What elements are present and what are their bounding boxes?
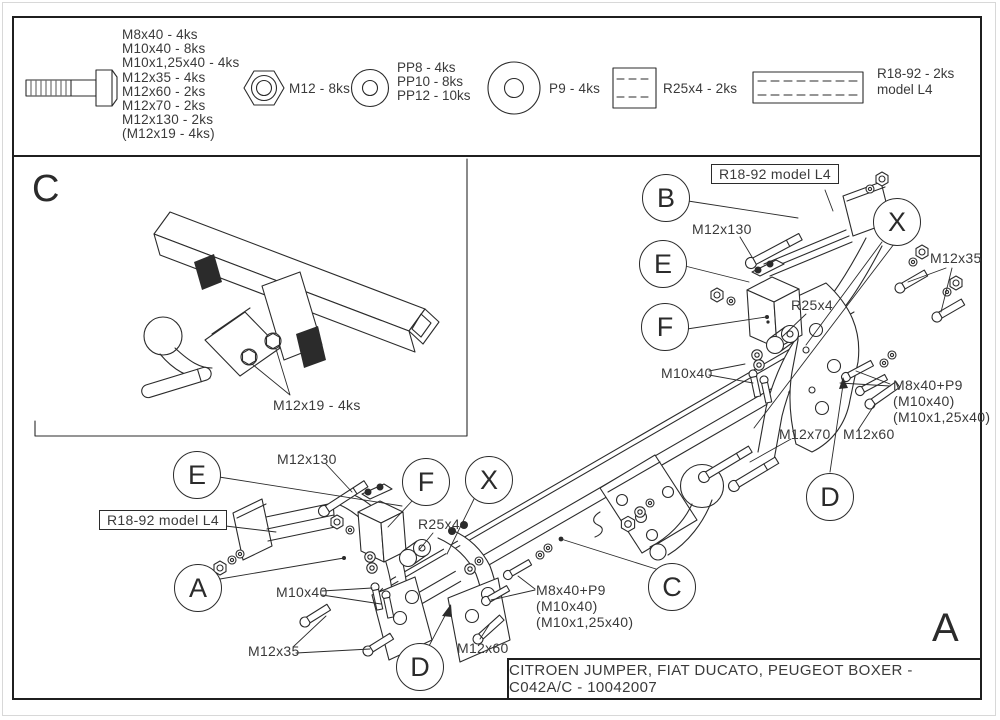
part-label-m8x40-mid-3: (M10x1,25x40) — [536, 614, 634, 630]
legend-line: M10x40 - 8ks — [122, 41, 206, 57]
callout-f-left: F — [402, 458, 450, 506]
legend-nut-label: M12 - 8ks — [289, 81, 351, 96]
title-block-text: CITROEN JUMPER, FIAT DUCATO, PEUGEOT BOXER - C042A/C - 10042007 — [509, 662, 913, 696]
callout-d-right: D — [806, 473, 854, 521]
legend-spacer-short-icon — [613, 68, 656, 108]
left-mount-assembly — [214, 484, 552, 663]
boxed-label-r18-92-right: R18-92 model L4 — [711, 164, 839, 184]
legend-washer-large-icon — [488, 62, 540, 114]
callout-a: A — [174, 564, 222, 612]
part-label-r25x4-left: R25x4 — [418, 516, 460, 532]
inset-hex-bolt — [241, 349, 257, 365]
callout-d-left: D — [396, 643, 444, 691]
callout-f-right: F — [641, 303, 689, 351]
safety-hook — [594, 512, 603, 537]
legend-line: (M12x19 - 4ks) — [122, 126, 215, 142]
callout-c: C — [648, 563, 696, 611]
callout-e-left: E — [173, 451, 221, 499]
legend-line: M10x1,25x40 - 4ks — [122, 55, 240, 71]
legend-line: M12x35 - 4ks — [122, 69, 206, 85]
callout-x-left: X — [465, 456, 513, 504]
part-label-m8x40-right-3: (M10x1,25x40) — [893, 409, 991, 425]
legend-line: PP12 - 10ks — [397, 88, 471, 104]
part-label-m10x40-left: M10x40 — [276, 584, 328, 600]
part-label-m12x70: M12x70 — [779, 426, 831, 442]
part-label-m12x35-right: M12x35 — [930, 250, 982, 266]
part-label-m12x60-right: M12x60 — [843, 426, 895, 442]
legend-line: PP8 - 4ks — [397, 60, 456, 75]
legend-spacer-long-label — [877, 66, 954, 97]
legend-line: M12x130 - 2ks — [122, 112, 214, 128]
legend-washer-small-icon — [352, 70, 389, 107]
part-label-m8x40-mid-2: (M10x40) — [536, 598, 598, 614]
legend-hex-bolt-icon — [26, 70, 117, 106]
main-cross-beam — [378, 312, 854, 621]
legend-spacer-long-icon — [753, 72, 863, 103]
part-label-m12x130-right: M12x130 — [692, 221, 752, 237]
title-block — [507, 658, 982, 700]
tow-ball-assembly — [594, 455, 724, 560]
sheet-corner-letter: A — [932, 606, 959, 650]
callout-x-right: X — [873, 198, 921, 246]
legend-hex-nut-icon — [244, 71, 284, 105]
inset-box-frame — [35, 159, 467, 436]
part-label-r25x4-right: R25x4 — [791, 297, 833, 313]
inset-section-letter: C — [32, 168, 60, 210]
part-label-m12x130-left: M12x130 — [277, 451, 337, 467]
part-label-m10x40-right: M10x40 — [661, 365, 713, 381]
legend-spacer-short-label: R25x4 - 2ks — [663, 81, 738, 96]
inset-drawing-ball-hitch — [140, 212, 439, 399]
part-label-m8x40-mid-1: M8x40+P9 — [536, 582, 606, 598]
inset-hex-bolt — [265, 333, 281, 349]
part-label-m8x40-right-2: (M10x40) — [893, 393, 955, 409]
legend-washer-small-sizes — [397, 61, 471, 104]
legend-line: model L4 — [877, 81, 933, 97]
legend-line: M12x60 - 2ks — [122, 83, 206, 99]
legend-bolt-sizes — [122, 28, 239, 142]
legend-line: R18-92 - 2ks — [877, 66, 955, 81]
legend-line: M8x40 - 4ks — [122, 27, 198, 42]
part-label-m12x19-inset: M12x19 - 4ks — [273, 397, 361, 413]
boxed-label-r18-92-left: R18-92 model L4 — [99, 510, 227, 530]
arrowhead — [442, 604, 452, 617]
part-label-m12x35-left: M12x35 — [248, 643, 300, 659]
legend-line: PP10 - 8ks — [397, 74, 464, 90]
part-label-m8x40-right-1: M8x40+P9 — [893, 377, 963, 393]
legend-washer-large-label: P9 - 4ks — [549, 81, 601, 96]
part-label-m12x60-left: M12x60 — [457, 640, 509, 656]
callout-e-right: E — [639, 240, 687, 288]
callout-b: B — [642, 174, 690, 222]
legend-line: M12x70 - 2ks — [122, 98, 206, 114]
